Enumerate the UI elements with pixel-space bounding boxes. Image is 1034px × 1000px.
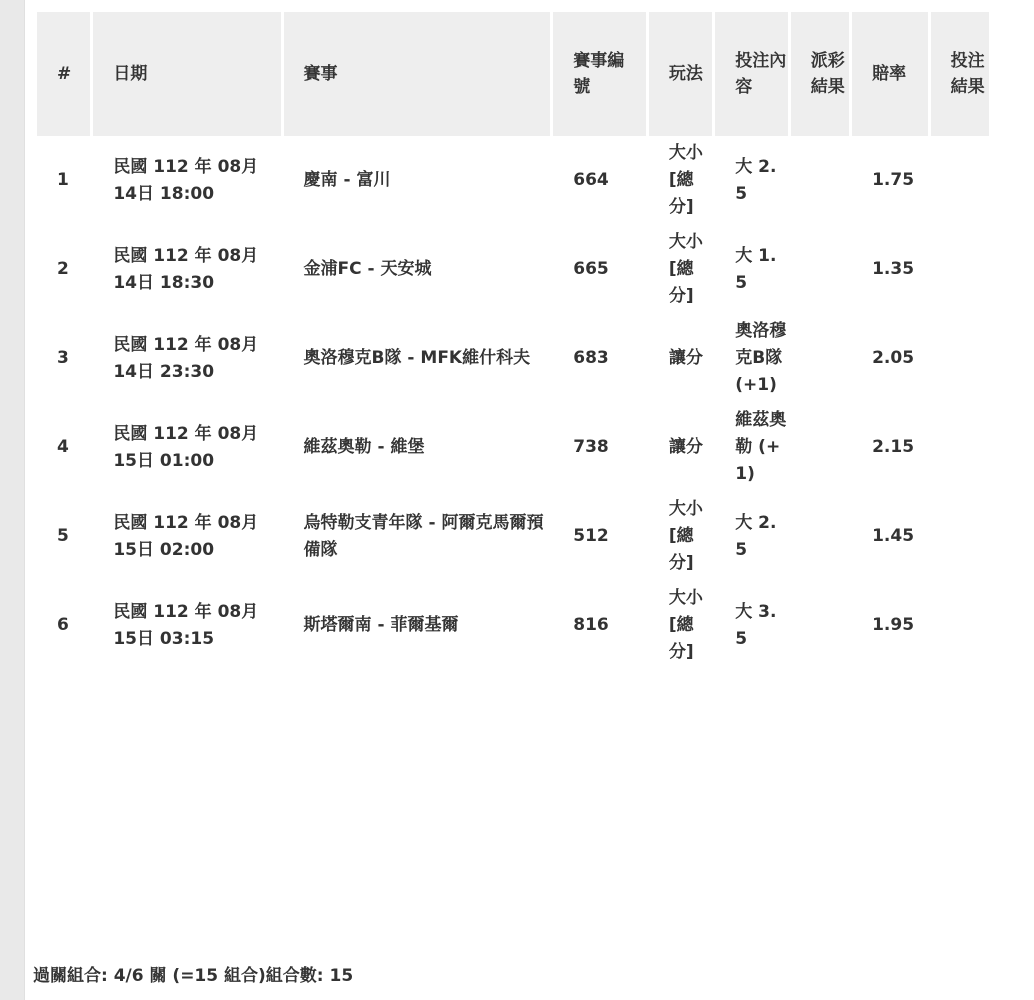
row-match-no: 665 [573, 259, 609, 279]
row-play: 大小[總分] [668, 588, 703, 662]
row-odds: 1.95 [872, 615, 915, 635]
row-pick: 大 1.5 [735, 245, 777, 293]
row-index: 6 [57, 615, 69, 635]
row-match-no: 683 [573, 348, 609, 368]
row-match: 斯塔爾南 - 菲爾基爾 [303, 615, 459, 635]
bet-table [34, 12, 992, 670]
row-payout [791, 581, 849, 670]
row-play: 讓分 [668, 348, 703, 368]
header-index: # [37, 12, 90, 136]
row-pick: 大 2.5 [735, 512, 777, 560]
row-date: 民國 112 年 08月 15日 02:00 [113, 512, 259, 560]
row-date: 民國 112 年 08月 15日 01:00 [113, 423, 259, 471]
row-payout [791, 403, 849, 492]
row-odds: 1.35 [872, 259, 915, 279]
row-odds: 1.75 [872, 170, 915, 190]
header-odds: 賠率 [852, 12, 927, 136]
row-result [931, 492, 989, 581]
row-index: 5 [57, 526, 69, 546]
row-date: 民國 112 年 08月 14日 23:30 [113, 334, 259, 382]
table-header-row [37, 12, 989, 136]
row-play: 讓分 [668, 437, 703, 457]
header-match-no: 賽事編號 [553, 12, 646, 136]
row-result [931, 136, 989, 225]
row-index: 3 [57, 348, 69, 368]
row-match-no: 512 [573, 526, 609, 546]
row-match-no: 816 [573, 615, 609, 635]
row-pick: 大 2.5 [735, 156, 777, 204]
row-play: 大小[總分] [668, 499, 703, 573]
row-payout [791, 136, 849, 225]
header-payout: 派彩結果 [791, 12, 849, 136]
row-odds: 2.15 [872, 437, 915, 457]
row-date: 民國 112 年 08月 14日 18:00 [113, 156, 259, 204]
left-rail [0, 0, 24, 1000]
table-row [37, 403, 989, 492]
table-row [37, 581, 989, 670]
table-row [37, 136, 989, 225]
row-odds: 2.05 [872, 348, 915, 368]
row-payout [791, 314, 849, 403]
row-pick: 大 3.5 [735, 601, 777, 649]
row-odds: 1.45 [872, 526, 915, 546]
row-play: 大小[總分] [668, 143, 703, 217]
row-match: 維茲奧勒 - 維堡 [303, 437, 425, 457]
row-result [931, 314, 989, 403]
row-payout [791, 225, 849, 314]
parlay-summary: 過關組合: 4/6 關 (=15 組合)組合數: 15 [33, 966, 354, 986]
row-pick: 維茲奧勒 (+1) [735, 410, 787, 484]
header-play: 玩法 [649, 12, 712, 136]
table-row [37, 225, 989, 314]
row-date: 民國 112 年 08月 14日 18:30 [113, 245, 259, 293]
table-row [37, 492, 989, 581]
row-index: 2 [57, 259, 69, 279]
row-match: 奧洛穆克B隊 - MFK維什科夫 [303, 348, 531, 368]
header-result: 投注結果 [931, 12, 989, 136]
row-pick: 奧洛穆克B隊 (+1) [735, 321, 787, 395]
header-pick: 投注內容 [715, 12, 787, 136]
row-payout [791, 492, 849, 581]
row-match: 金浦FC - 天安城 [303, 259, 432, 279]
row-result [931, 403, 989, 492]
row-index: 4 [57, 437, 69, 457]
row-index: 1 [57, 170, 69, 190]
table-row [37, 314, 989, 403]
header-match: 賽事 [284, 12, 551, 136]
row-match: 慶南 - 富川 [303, 170, 391, 190]
row-result [931, 581, 989, 670]
row-result [931, 225, 989, 314]
header-date: 日期 [93, 12, 280, 136]
row-date: 民國 112 年 08月 15日 03:15 [113, 601, 259, 649]
row-match-no: 664 [573, 170, 609, 190]
row-match: 烏特勒支青年隊 - 阿爾克馬爾預備隊 [303, 512, 544, 560]
row-play: 大小[總分] [668, 232, 703, 306]
row-match-no: 738 [573, 437, 609, 457]
